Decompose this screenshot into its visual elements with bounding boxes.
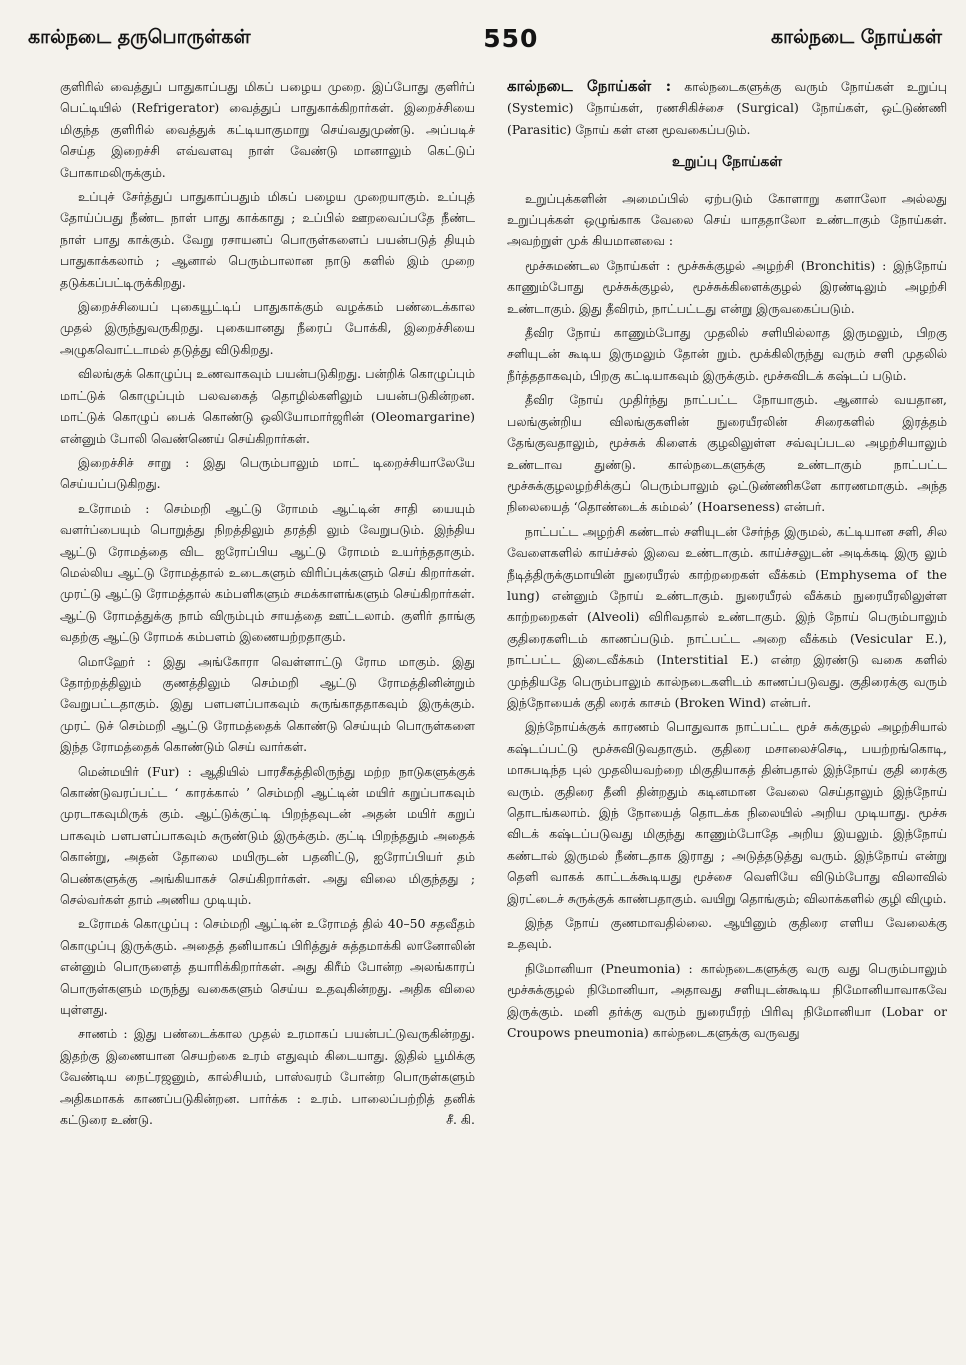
paragraph: உரோமம் : செம்மறி ஆட்டு ரோமம் ஆட்டின் சாதி யையும் வளர்ப்பையும் பொறுத்து நிறத்திலும் தரத்தி லும் வேறுபடும். இந்திய ஆட்டு ரோமத்தை விட ஐரோப்பிய ஆட்டு ரோமம் உயர்ந்ததாகும். மெல்லிய ஆட்டு ரோமத்தால் உடைகளும் விரிப்புக்களும் செய் கிறார்கள். முரட்டு ஆட்டு ரோமத்தால் கம்பளிகளும் சமக்காளங்களும் செய்கிறார்கள். ஆட்டு ரோமத்துக்கு நாம் விரும்பும் சாயத்தை ஊட்டலாம். குளிர் தாங்கு வதற்கு ஆட்டு ரோமக் கம்பளம் இணையற்றதாகும். bbox=[60, 500, 475, 645]
article-heading: கால்நடை நோய்கள் : bbox=[507, 77, 672, 95]
paragraph: விலங்குக் கொழுப்பு உணவாகவும் பயன்படுகிறது. பன்றிக் கொழுப்பும் மாட்டுக் கொழுப்பும் பலவகைத் தொழில்களிலும் பயன்படுகின்றன. மாட்டுக் கொழுப் பைக் கொண்டு ஒலியோமார்ஜரின் (Oleomargarine) என்னும் போலி வெண்ணெய் செய்கிறார்கள். bbox=[60, 366, 475, 446]
paragraph: மொஹேர் : இது அங்கோரா வெள்ளாட்டு ரோம மாகும். இது தோற்றத்திலும் குணத்திலும் செம்மறி ஆட்டு ரோமத்தினின்றும் வேறுபட்டதாகும். இது பளபளப்பாகவும் சுருங்காததாகவும் இருக்கும். முரட் டுச் செம்மறி ஆட்டு ரோமத்தைக் கொண்டு செய்யும் பொருள்களை இந்த ரோமத்தைக் கொண்டும் செய் வார்கள். bbox=[60, 653, 475, 755]
paragraph: நிமோனியா (Pneumonia) : கால்நடைகளுக்கு வரு வது பெரும்பாலும் மூச்சுக்குழல் நிமோனியா, அதாவது சளியுடன்கூடிய நிமோனியாவாகவே இருக்கும். மனி தர்க்கு வரும் நுரையீரற் பிரிவு நிமோனியா (Lobar or Croupows pneumonia) கால்நடைகளுக்கு வருவது bbox=[507, 960, 947, 1041]
intro-paragraph bbox=[507, 76, 947, 140]
paragraph: இறைச்சியைப் புகையூட்டிப் பாதுகாக்கும் வழக்கம் பண்டைக்கால முதல் இருந்துவருகிறது. புகையானது நீரைப் போக்கி, இறைச்சியை அழுகவொட்டாமல் தடுத்து விடுகிறது. bbox=[60, 299, 475, 357]
paragraph: தீவிர நோய் முதிர்ந்து நாட்பட்ட நோயாகும். ஆனால் வயதான, பலங்குன்றிய விலங்குகளின் நுரையீரலின் சிரைகளில் இரத்தம் தேங்குவதாலும், மூச்சுக் கிளைக் குழலிலுள்ள சவ்வுப்படல அழற்சியாலும் உண்டாவ துண்டு. கால்நடைகளுக்கு உண்டாகும் நாட்பட்ட மூச்சுக்குழலழற்சிக்குப் பெரும்பாலும் ஒட்டுண்ணிகளே காரணமாகும். அந்த நிலையைத் ‘தொண்டைக் கம்மல்’ (Hoarseness) என்பர். bbox=[507, 392, 947, 515]
left-column bbox=[60, 76, 475, 1356]
running-head-right: கால்நடை நோய்கள் bbox=[771, 25, 942, 48]
paragraph: மென்மயிர் (Fur) : ஆதியில் பாரசீகத்திலிருந்து மற்ற நாடுகளுக்குக் கொண்டுவரப்பட்ட ‘ காரக்கால் ’ செம்மறி ஆட்டின் மயிர் கறுப்பாகவும் முரடாகவுமிருக் கும். ஆட்டுக்குட்டி பிறந்தவுடன் அதன் மயிர் கறுப் பாகவும் பளபளப்பாகவும் சுருண்டும் இருக்கும். குட்டி பிறந்ததும் அதைக் கொன்று, அதன் தோலை மயிருடன் பதனிட்டு, ஐரோப்பியர் தம் பெண்களுக்கு அங்கியாகச் செய்கிறார்கள். அது விலை மிகுந்தது ; செல்வர்கள் தாம் அணிய முடியும். bbox=[60, 763, 475, 908]
paragraph: மூச்சுமண்டல நோய்கள் : மூச்சுக்குழல் அழற்சி (Bronchitis) : இந்நோய் காணும்போது மூச்சுக்குழல், மூச்சுக்கிளைக்குழல் இரண்டிலும் அழற்சி உண்டாகும். இது தீவிரம், நாட்பட்டது என்று இருவகைப்படும். bbox=[507, 257, 947, 316]
paragraph: உறுப்புக்களின் அமைப்பில் ஏற்படும் கோளாறு களாலோ அல்லது உறுப்புக்கள் ஒழுங்காக வேலை செய் யாததாலோ உண்டாகும் நோய்கள். அவற்றுள் முக் கியமானவை : bbox=[507, 190, 947, 249]
author-credit: சீ. கி. bbox=[446, 1112, 475, 1128]
page-number: 550 bbox=[483, 23, 539, 53]
paragraph bbox=[60, 1023, 475, 1130]
paragraph-text: சாணம் : இது பண்டைக்கால முதல் உரமாகப் பயன்பட்டுவருகின்றது. இதற்கு இணையான செயற்கை உரம் எதுவும் கிடையாது. இதில் பூமிக்கு வேண்டிய நைட்ரஜனும், கால்சியம், பாஸ்வரம் போன்ற பொருள்களும் அதிகமாகக் காணப்படுகின்றன. பார்க்க : உரம். பாலைப்பற்றித் தனிக் கட்டுரை உண்டு. bbox=[60, 1026, 475, 1128]
running-head-left: கால்நடை தருபொருள்கள் bbox=[28, 25, 251, 48]
page-header bbox=[28, 18, 942, 58]
section-title: உறுப்பு நோய்கள் bbox=[672, 154, 782, 171]
intro-text: கால்நடைகளுக்கு வரும் நோய்கள் உறுப்பு (Systemic) நோய்கள், ரணசிகிச்சை (Surgical) நோய்கள், ஒட்டுண்ணி (Parasitic) நோய் கள் என மூவகைப்படும். bbox=[507, 79, 947, 137]
paragraph: உரோமக் கொழுப்பு : செம்மறி ஆட்டின் உரோமத் தில் 40–50 சதவீதம் கொழுப்பு இருக்கும். அதைத் தனியாகப் பிரித்துச் சுத்தமாக்கி லானோலின் என்னும் பொருளைத் தயாரிக்கிறார்கள். அது கிரீம் போன்ற அலங்காரப் பொருள்களும் மருந்து வகைகளும் செய்ய உதவுகின்றது. அதிக விலை யுள்ளது. bbox=[60, 916, 475, 1018]
right-column bbox=[507, 76, 947, 1356]
paragraph: இந்த நோய் குணமாவதில்லை. ஆயினும் குதிரை எளிய வேலைக்கு உதவும். bbox=[507, 915, 947, 952]
paragraph: தீவிர நோய் காணும்போது முதலில் சளியில்லாத இருமலும், பிறகு சளியுடன் கூடிய இருமலும் தோன் றும். மூக்கிலிருந்து வரும் சளி முதலில் நீர்த்ததாகவும், பிறகு கட்டியாகவும் இருக்கும். மூச்சுவிடக் கஷ்டப் படும். bbox=[507, 325, 947, 383]
paragraph: இந்நோய்க்குக் காரணம் பொதுவாக நாட்பட்ட மூச் சுக்குழல் அழற்சியால் கஷ்டப்பட்டு மூச்சுவிடுவதாகும். குதிரை மசாலைச்செடி, பயற்றங்கொடி, மாசுபடிந்த புல் முதலியவற்றை மிகுதியாகத் தின்பதால் இந்நோய் குதி ரைக்கு வரும். குதிரை தீனி தின்றதும் கடினமான வேலை செய்தாலும் இந்நோய் தொடங்கலாம். இந் நோயைத் தொடக்க நிலையில் அறிய முடியாது. மூச்சு விடக் கஷ்டப்படுவது மிகுந்து காணும்போதே அறிய இயலும். இந்நோய் கண்டால் இருமல் நீண்டதாக இராது ; அடுத்தடுத்து வரும். இந்நோய் என்று தெளி வாகக் காட்டக்கூடியது மூச்சை வெளியே விடும்போது விலாவில் இரட்டைச் சுருக்குக் காண்பதாகும். வயிறு தொங்கும்; விலாக்களில் குழி விழும். bbox=[507, 719, 947, 906]
paragraph: இறைச்சிச் சாறு : இது பெரும்பாலும் மாட் டிறைச்சியாலேயே செய்யப்படுகிறது. bbox=[60, 454, 475, 492]
paragraph: குளிரில் வைத்துப் பாதுகாப்பது மிகப் பழைய முறை. இப்போது குளிர்ப் பெட்டியில் (Refrigerator) வைத்துப் பாதுகாக்கிறார்கள். இறைச்சியை மிகுந்த குளிரில் வைத்துக் கட்டியாகுமாறு செய்வதுமுண்டு. அப்படிச் செய்த இறைச்சி எவ்வளவு நாள் வேண்டு மானாலும் கெட்டுப் போகாமலிருக்கும். bbox=[60, 79, 475, 180]
paragraph: நாட்பட்ட அழற்சி கண்டால் சளியுடன் சேர்ந்த இருமல், கட்டியான சளி, சில வேளைகளில் காய்ச்சல் இவை உண்டாகும். காய்ச்சலுடன் அடிக்கடி இரு லும் நீடித்திருக்குமாயின் நுரையீரல் காற்றறைகள் வீக்கம் (Emphysema of the lung) என்னும் நோய் உண்டாகும். நுரையீரல் வீக்கம் நுரையீரலிலுள்ள காற்றறைகள் (Alveoli) விரிவதால் உண்டாகும். இந் நோய் பெரும்பாலும் குதிரைகளிடம் காணப்படும். நாட்பட்ட அறை வீக்கம் (Vesicular E.), நாட்பட்ட இடைவீக்கம் (Interstitial E.) என்ற இரண்டு வகை களில் முந்தியதே பெரும்பாலும் கால்நடைகளிடம் காணப்படுவது. குதிரைக்கு வரும் இந்நோயைக் குதி ரைக் காசம் (Broken Wind) என்பர். bbox=[507, 523, 947, 710]
paragraph: உப்புச் சேர்த்துப் பாதுகாப்பதும் மிகப் பழைய முறையாகும். உப்புத் தோய்ப்பது நீண்ட நாள் பாது காக்காது ; உப்பில் ஊறவைப்பதே நீண்ட நாள் பாது காக்கும். வேறு ரசாயனப் பொருள்களைப் பயன்படுத் தியும் பாதுகாக்கலாம் ; ஆனால் பெரும்பாலான நாடு களில் இம் முறை தடுக்கப்பட்டிருக்கிறது. bbox=[60, 189, 475, 290]
